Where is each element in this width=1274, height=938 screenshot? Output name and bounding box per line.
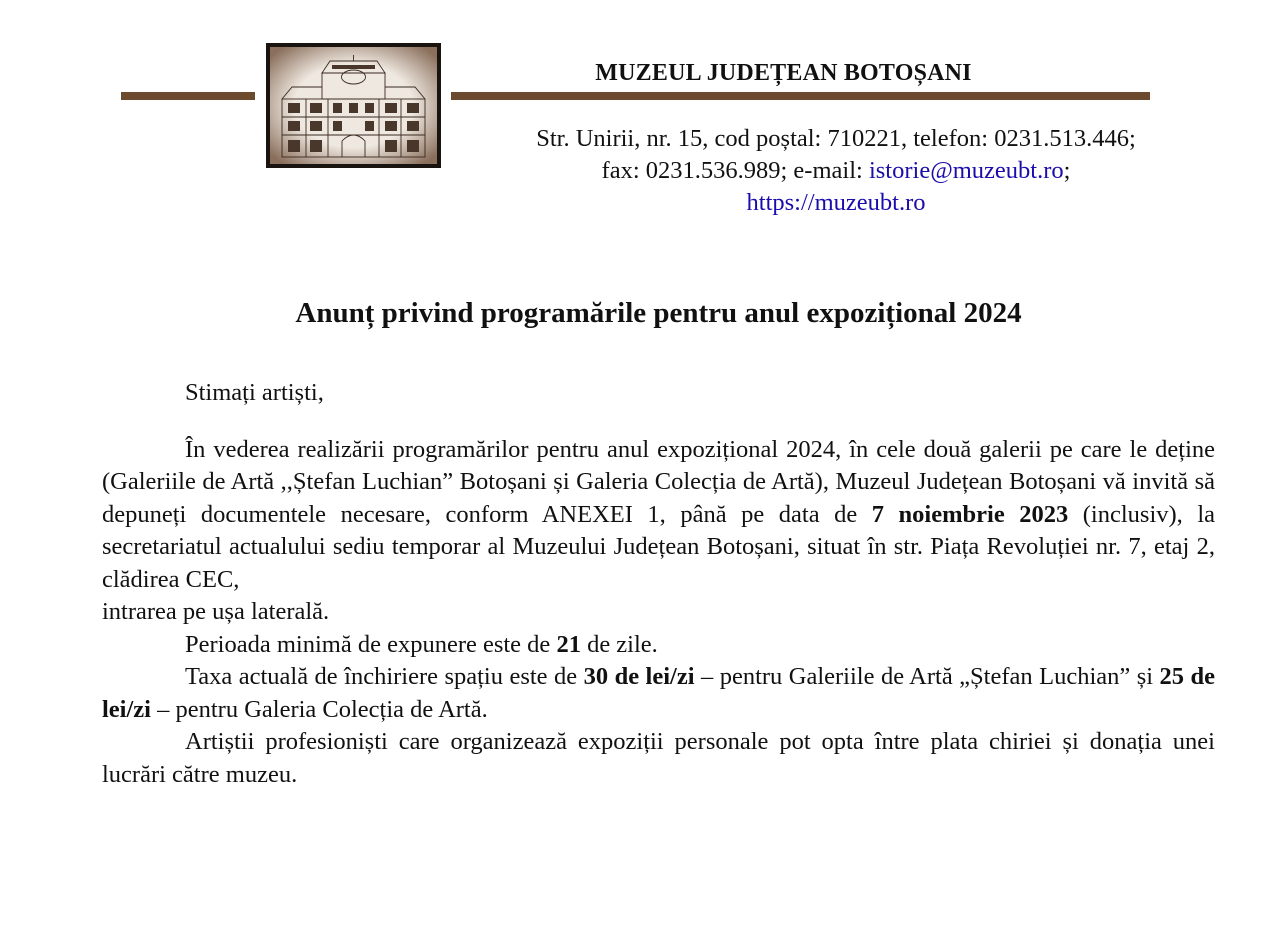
fax-text: fax: 0231.536.989; e-mail: (601, 157, 869, 184)
period-suffix: de zile. (580, 630, 658, 658)
fax-email-line (421, 155, 1251, 187)
paragraph-submission-location: (inclusiv), la secretariatul actualului sediu temporar al Muzeului Județean Botoșani, situat în str. Piața Revoluției nr. 7, etaj 2, clădirea CEC, (102, 500, 1215, 593)
email-suffix: ; (1063, 157, 1071, 184)
document-title: Anunț privind programările pentru anul expozițional 2024 (295, 297, 1022, 329)
paragraph-submission (102, 434, 1215, 597)
period-days: 21 (556, 630, 581, 658)
fee-luchian: 30 de lei/zi (583, 663, 695, 690)
email-link[interactable]: istorie@muzeubt.ro (868, 157, 1064, 184)
museum-name: MUZEUL JUDEȚEAN BOTOȘANI (595, 60, 972, 86)
paragraph-period (102, 629, 1215, 662)
contact-block (421, 123, 1251, 219)
header-rule-right (451, 92, 1150, 100)
museum-building-icon (270, 47, 437, 164)
paragraph-donation: Artiștii profesioniști care organizează expoziții personale pot opta între plata chiriei și donația unei lucrări către muzeu. (102, 728, 1215, 788)
paragraph-submission-text: În vederea realizării programărilor pentru anul expozițional 2024, în cele două galerii pe care le deține (Galeriile de Artă ,,Ștefan Luchian” Botoșani și Galeria Colecția de Artă), Muzeul Județean Botoșani vă invită să depuneți documentele necesare, conform ANEXEI 1, până pe data de (102, 435, 1215, 528)
address-line: Str. Unirii, nr. 15, cod poștal: 710221, telefon: 0231.513.446; (536, 125, 1136, 152)
period-prefix: Perioada minimă de expunere este de (185, 630, 557, 658)
header-rule-left (121, 92, 255, 100)
document-body (102, 377, 1215, 791)
fees-middle: – pentru Galeriile de Artă „Ștefan Luchian” și (694, 663, 1160, 690)
museum-logo (266, 43, 441, 168)
paragraph-entrance: intrarea pe ușa laterală. (102, 598, 330, 625)
fees-prefix: Taxa actuală de închiriere spațiu este de (185, 663, 584, 690)
fees-suffix: – pentru Galeria Colecția de Artă. (150, 695, 488, 723)
salutation: Stimați artiști, (185, 379, 324, 406)
fee-colectia: 25 de lei/zi (102, 663, 1215, 723)
website-link[interactable]: https://muzeubt.ro (746, 189, 926, 216)
paragraph-fees (102, 661, 1215, 726)
deadline-date: 7 noiembrie 2023 (871, 500, 1069, 528)
